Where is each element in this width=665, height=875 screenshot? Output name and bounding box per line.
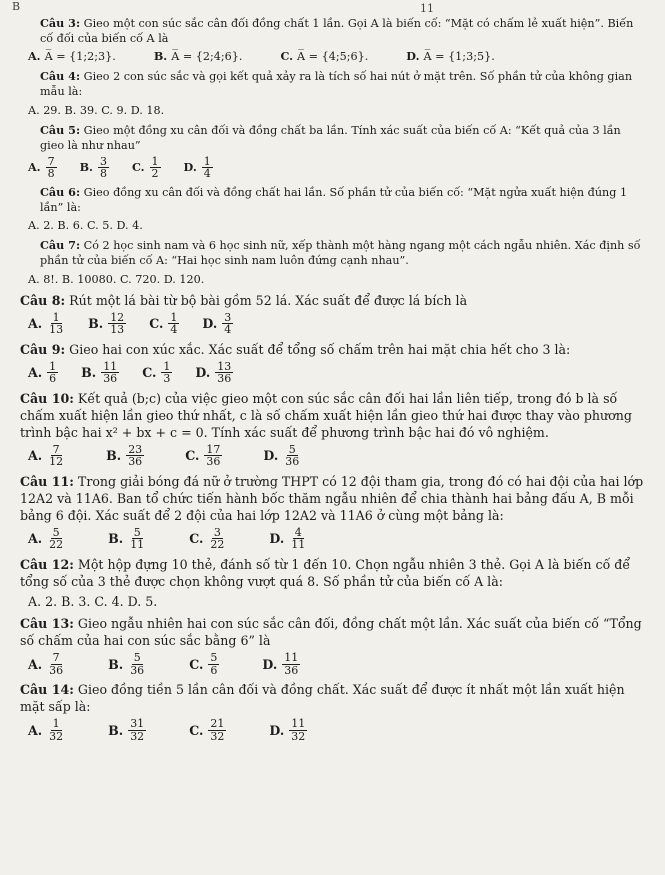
question-12-head: Câu 12: — [20, 557, 74, 572]
q13-option-b: B. $\frac{5}{36}$ — [108, 651, 145, 677]
question-9 — [20, 341, 647, 358]
q3-option-b: B. A̅ = {2;4;6}. — [153, 49, 243, 64]
q13-option-a: A. $\frac{7}{36}$ — [28, 651, 64, 677]
question-8 — [20, 292, 647, 309]
question-13 — [20, 615, 647, 649]
q9-option-c: C. $\frac{1}{3}$ — [142, 359, 171, 386]
q9-option-d: D. $\frac{13}{36}$ — [195, 359, 232, 386]
q10-option-c: C. $\frac{17}{36}$ — [185, 442, 221, 469]
question-9-head: Câu 9: — [20, 341, 66, 357]
q3-option-a: A. A̅ = {1;2;3}. — [28, 49, 116, 64]
question-11-head: Câu 11: — [20, 473, 74, 489]
q10-option-b: B. $\frac{23}{36}$ — [106, 442, 143, 469]
question-11-text: Trong giải bóng đá nữ ở trường THPT có 12 đội tham gia, trong đó có hai đội của hai lớp 12A2 và 11A6. Ban tổ chức tiến hành bốc thăm ngẫu nhiên để chia thành hai bảng đấu A, B mỗi bảng 6 đội. Xác suất để 2 đội của hai lớp 12A2 và 11A6 ở cùng một bảng là: — [20, 473, 644, 523]
question-6-head: Câu 6: — [40, 184, 81, 199]
q11-option-c: C. $\frac{3}{22}$ — [189, 525, 225, 552]
q13-option-d: D. $\frac{11}{36}$ — [262, 651, 299, 677]
question-13-options — [28, 652, 647, 676]
question-5-text: Gieo một đồng xu cân đối và đồng chất ba lần. Tính xác suất của biến cố A: “Kết quả của 3 lần gieo là như nhau” — [40, 123, 621, 152]
page-number: 11 — [420, 2, 434, 15]
question-3-head: Câu 3: — [40, 16, 81, 30]
q9-option-b: B. $\frac{11}{36}$ — [81, 359, 118, 386]
question-6-text: Gieo đồng xu cân đối và đồng chất hai lần. Số phần tử của biến cố: “Mặt ngửa xuất hiện đúng 1 lần” là: — [40, 185, 628, 215]
q11-option-d: D. $\frac{4}{11}$ — [269, 525, 306, 552]
q8-option-d: D. $\frac{3}{4}$ — [202, 310, 232, 337]
question-7-options-text: A. 8!. B. 10080. C. 720. D. 120. — [28, 272, 205, 286]
question-10 — [20, 390, 647, 441]
q10-option-d: D. $\frac{5}{36}$ — [263, 442, 300, 469]
question-5-options — [28, 156, 647, 180]
q10-option-a: A. $\frac{7}{12}$ — [28, 442, 64, 469]
question-7-head: Câu 7: — [40, 238, 81, 253]
question-3 — [20, 16, 647, 46]
q3-option-d: D. A̅ = {1;3;5}. — [406, 49, 495, 64]
question-5-head: Câu 5: — [40, 122, 81, 137]
question-10-text: Kết quả (b;c) của việc gieo một con súc sắc cân đối hai lần liên tiếp, trong đó b là số chấm xuất hiện lần gieo thứ nhất, c là số chấm xuất hiện lần gieo thứ hai được thay vào phương trình bậc hai x² + bx + c = 0. Tính xác suất để phương trình bậc hai đó vô nghiệm. — [20, 390, 632, 440]
q14-option-c: C. $\frac{21}{32}$ — [189, 717, 225, 743]
q5-option-c: C. $\frac{1}{2}$ — [131, 154, 159, 181]
q5-option-d: D. $\frac{1}{4}$ — [183, 154, 211, 181]
question-3-options — [28, 49, 647, 64]
question-9-text: Gieo hai con xúc xắc. Xác suất để tổng số chấm trên hai mặt chia hết cho 3 là: — [69, 341, 571, 357]
question-14-options — [28, 718, 647, 742]
q5-option-b: B. $\frac{3}{8}$ — [79, 154, 107, 181]
q14-option-a: A. $\frac{1}{32}$ — [28, 717, 64, 743]
q5-option-a: A. $\frac{7}{8}$ — [28, 154, 55, 181]
question-12-options-text: A. 2. B. 3. C. 4. D. 5. — [28, 594, 158, 609]
question-3-text: Gieo một con súc sắc cân đối đồng chất 1 lần. Gọi A là biến cố: “Mặt có chấm lẻ xuất hiện”. Biến cố đối của biến cố A là — [40, 17, 634, 46]
question-13-text: Gieo ngẫu nhiên hai con súc sắc cân đối, đồng chất một lần. Xác suất của biến cố “Tổng số chấm của hai con súc sắc bằng 6” là — [20, 616, 642, 648]
question-13-head: Câu 13: — [20, 616, 74, 631]
question-6-options — [28, 218, 647, 233]
question-14 — [20, 681, 647, 715]
q11-option-b: B. $\frac{5}{11}$ — [108, 525, 145, 552]
question-12-options — [28, 593, 647, 610]
q9-option-a: A. $\frac{1}{6}$ — [28, 359, 57, 386]
q13-option-c: C. $\frac{5}{6}$ — [189, 651, 218, 677]
question-14-head: Câu 14: — [20, 682, 74, 698]
question-4-text: Gieo 2 con súc sắc và gọi kết quả xảy ra là tích số hai nút ở mặt trên. Số phần tử của không gian mẫu là: — [40, 70, 633, 99]
question-12-text: Một hộp đựng 10 thẻ, đánh số từ 1 đến 10. Chọn ngẫu nhiên 3 thẻ. Gọi A là biến cố để tổng số của 3 thẻ được chọn không vượt quá 8. Số phần tử của biến cố A là: — [20, 557, 631, 589]
question-14-text: Gieo đồng tiền 5 lần cân đối và đồng chất. Xác suất để được ít nhất một lần xuất hiện mặt sấp là: — [20, 682, 625, 715]
question-10-options — [28, 444, 647, 468]
question-8-head: Câu 8: — [20, 292, 66, 308]
question-4-head: Câu 4: — [40, 69, 81, 84]
question-6 — [20, 185, 647, 215]
question-8-options — [28, 312, 647, 336]
question-4 — [20, 69, 647, 99]
question-11 — [20, 473, 647, 524]
question-10-head: Câu 10: — [20, 390, 74, 406]
question-7-options — [28, 272, 647, 287]
q8-option-c: C. $\frac{1}{4}$ — [149, 310, 178, 337]
q3-option-c: C. A̅ = {4;5;6}. — [280, 49, 369, 64]
q8-option-a: A. $\frac{1}{13}$ — [28, 310, 64, 337]
question-11-options — [28, 527, 647, 551]
q14-option-b: B. $\frac{31}{32}$ — [108, 717, 145, 743]
question-6-options-text: A. 2. B. 6. C. 5. D. 4. — [28, 219, 143, 233]
question-9-options — [28, 361, 647, 385]
question-12 — [20, 556, 647, 590]
q11-option-a: A. $\frac{5}{22}$ — [28, 525, 64, 552]
question-4-options — [28, 103, 647, 118]
question-7-text: Có 2 học sinh nam và 6 học sinh nữ, xếp thành một hàng ngang một cách ngẫu nhiên. Xác định số phần tử của biến cố A: “Hai học sinh nam luôn đứng cạnh nhau”. — [40, 239, 641, 268]
question-8-text: Rút một lá bài từ bộ bài gồm 52 lá. Xác suất để được lá bích là — [69, 292, 468, 308]
q8-option-b: B. $\frac{12}{13}$ — [88, 310, 125, 337]
question-5 — [20, 123, 647, 153]
question-7 — [20, 238, 647, 268]
q14-option-d: D. $\frac{11}{32}$ — [269, 717, 306, 743]
corner-mark: B — [12, 0, 21, 13]
question-4-options-text: A. 29. B. 39. C. 9. D. 18. — [28, 103, 165, 117]
